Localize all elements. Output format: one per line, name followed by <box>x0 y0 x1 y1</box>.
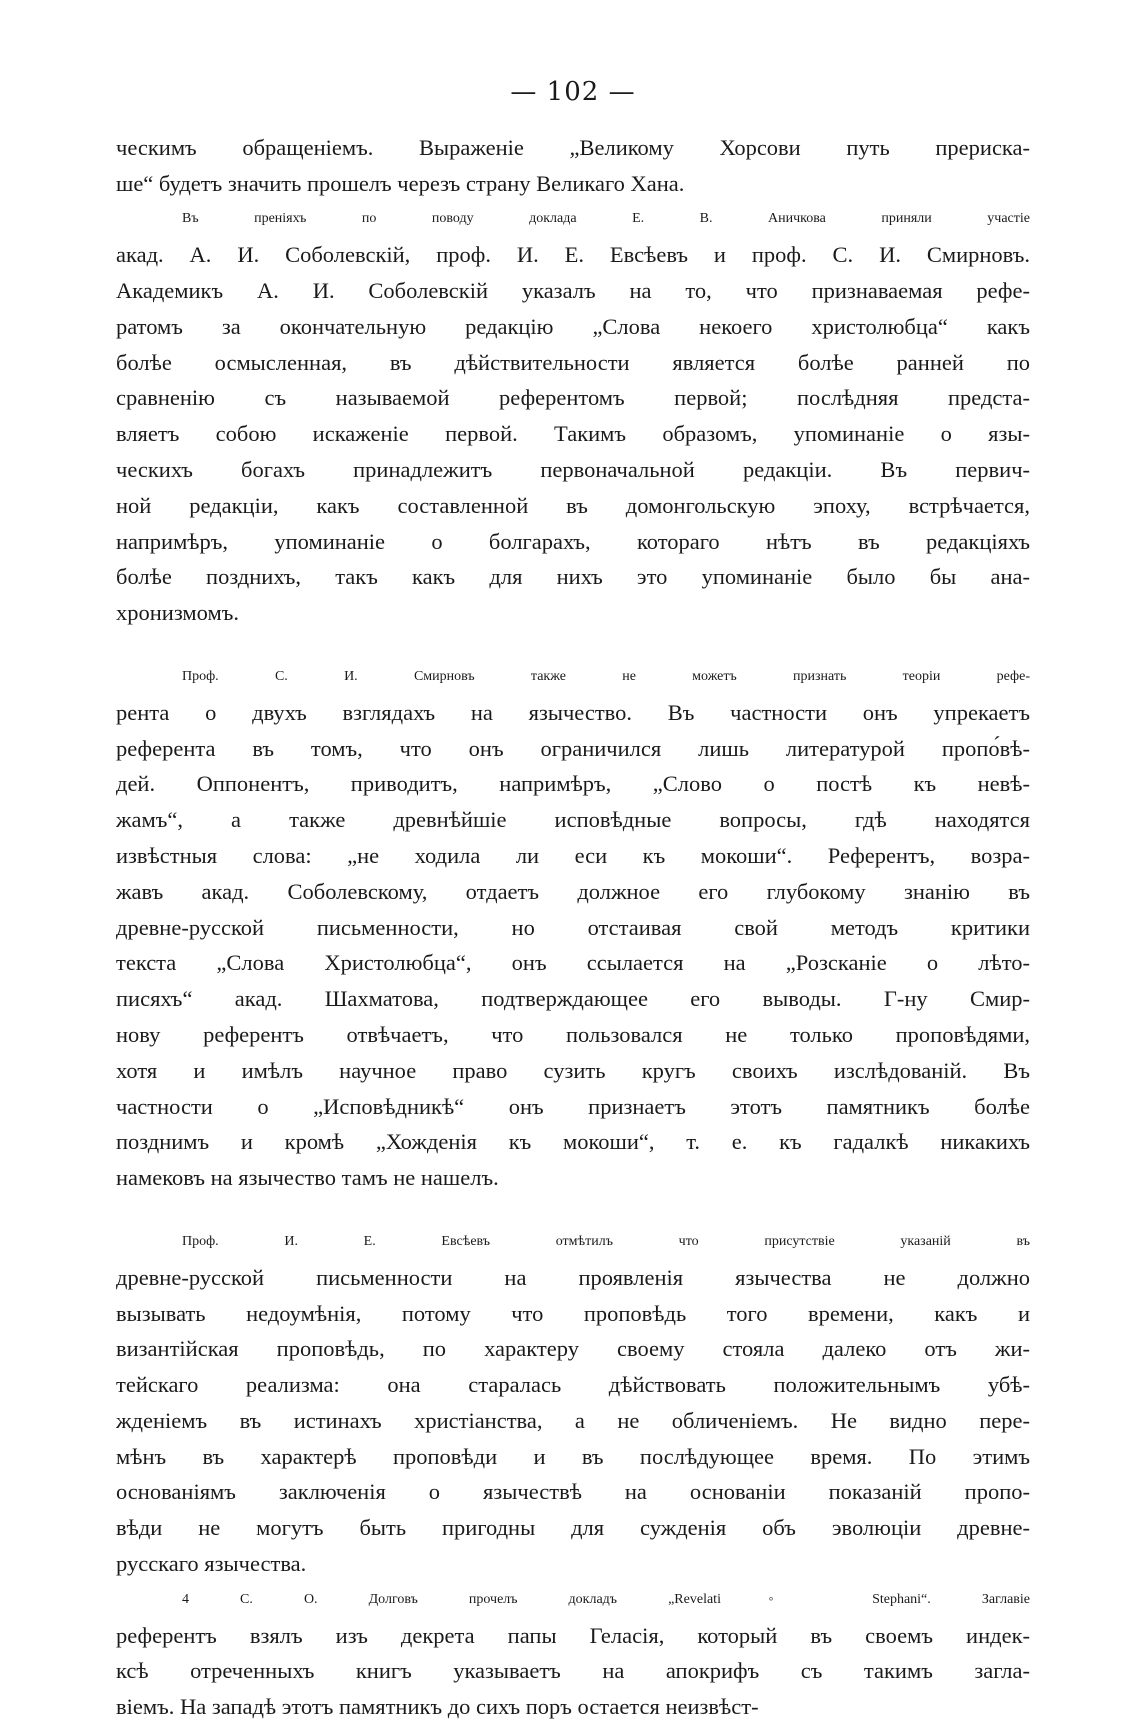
text-line: византійская проповѣдь, по характеру своему стояла далеко отъ жи- <box>116 1336 1030 1362</box>
text-line: вызывать недоумѣнія, потому что проповѣдь того времени, какъ и <box>116 1300 1030 1326</box>
paragraph <box>116 130 1030 202</box>
text-line: извѣстныя слова: „не ходила ли еси къ мокоши“. Референтъ, возра- <box>116 842 1030 868</box>
text-line: ше“ будетъ значить прошелъ черезъ страну Великаго Хана. <box>116 170 685 196</box>
text-line: акад. А. И. Соболевскій, проф. И. Е. Евсѣевъ и проф. С. И. Смирновъ. <box>116 242 1030 268</box>
text-line: древне-русской письменности на проявленія язычества не должно <box>116 1264 1030 1290</box>
text-line: Проф. И. Е. Евсѣевъ отмѣтилъ что присутствіе указаній въ <box>182 1233 1030 1249</box>
text-line: мѣнъ въ характерѣ проповѣди и въ послѣдующее время. По этимъ <box>116 1443 1030 1469</box>
text-line: ной редакціи, какъ составленной въ домонгольскую эпоху, встрѣчается, <box>116 492 1030 518</box>
text-line: позднимъ и кромѣ „Хожденія къ мокоши“, т. е. къ гадалкѣ никакихъ <box>116 1129 1030 1155</box>
text-body <box>116 130 1030 1725</box>
text-line: Проф. С. И. Смирновъ также не можетъ признать теоріи рефе- <box>182 668 1030 684</box>
text-line: жавъ акад. Соболевскому, отдаетъ должное его глубокому знанію въ <box>116 878 1030 904</box>
paragraph-gap <box>116 631 1030 659</box>
paragraph <box>116 1224 1030 1582</box>
text-line: нову референтъ отвѣчаетъ, что пользовался не только проповѣдями, <box>116 1021 1030 1047</box>
paragraph <box>116 1582 1030 1725</box>
text-line: основаніямъ заключенія о язычествѣ на основаніи показаній пропо- <box>116 1479 1030 1505</box>
text-line: ческихъ богахъ принадлежитъ первоначальной редакціи. Въ первич- <box>116 456 1030 482</box>
text-line: русскаго язычества. <box>116 1551 307 1577</box>
text-line: референтъ взялъ изъ декрета папы Геласія, который въ своемъ индек- <box>116 1622 1030 1648</box>
text-line: хотя и имѣлъ научное право сузить кругъ своихъ изслѣдованій. Въ <box>116 1057 1030 1083</box>
text-line: жденіемъ въ истинахъ христіанства, а не обличеніемъ. Не видно пере- <box>116 1407 1030 1433</box>
text-line: Въ преніяхъ по поводу доклада Е. В. Аничкова приняли участіе <box>182 211 1030 227</box>
text-line: ксѣ отреченныхъ книгъ указываетъ на апокрифъ съ такимъ загла- <box>116 1658 1030 1684</box>
text-line: намековъ на язычество тамъ не нашелъ. <box>116 1165 499 1191</box>
text-line: сравненію съ называемой референтомъ первой; послѣдняя предста- <box>116 385 1030 411</box>
text-line: референта въ томъ, что онъ ограничился лишь литературой пропо́вѣ- <box>116 735 1030 761</box>
text-line: напримѣръ, упоминаніе о болгарахъ, котораго нѣтъ въ редакціяхъ <box>116 528 1030 554</box>
paragraph-gap <box>116 1196 1030 1224</box>
paragraph <box>116 659 1030 1196</box>
text-line: текста „Слова Христолюбца“, онъ ссылается на „Розсканіе о лѣто- <box>116 950 1030 976</box>
text-line: дей. Оппонентъ, приводитъ, напримѣръ, „Слово о постѣ къ невѣ- <box>116 771 1030 797</box>
text-line: болѣе осмысленная, въ дѣйствительности является болѣе ранней по <box>116 349 1030 375</box>
text-line: писяхъ“ акад. Шахматова, подтверждающее его выводы. Г-ну Смир- <box>116 986 1030 1012</box>
text-line: ческимъ обращеніемъ. Выраженіе „Великому Хорсови путь прериска- <box>116 134 1030 160</box>
text-line: хронизмомъ. <box>116 600 239 626</box>
text-line: вѣди не могутъ быть пригодны для сужденія объ эволюціи древне- <box>116 1515 1030 1541</box>
text-line: ратомъ за окончательную редакцію „Слова некоего христолюбца“ какъ <box>116 313 1030 339</box>
text-line: древне-русской письменности, но отстаивая свой методъ критики <box>116 914 1030 940</box>
text-line: болѣе позднихъ, такъ какъ для нихъ это упоминаніе было бы ана- <box>116 564 1030 590</box>
text-line: жамъ“, а также древнѣйшіе исповѣдные вопросы, гдѣ находятся <box>116 807 1030 833</box>
text-line: 4 С. О. Долговъ прочелъ докладъ „Revelati◦ Stephani“. Заглавіе <box>182 1591 1030 1607</box>
text-line: вляетъ собою искаженіе первой. Такимъ образомъ, упоминаніе о язы- <box>116 421 1030 447</box>
text-line: Академикъ А. И. Соболевскій указалъ на то, что признаваемая рефе- <box>116 277 1030 303</box>
page-number: — 102 — <box>510 77 636 107</box>
text-line: частности о „Исповѣдникѣ“ онъ признаетъ этотъ памятникъ болѣе <box>116 1093 1030 1119</box>
text-line: тейскаго реализма: она старалась дѣйствовать положительнымъ убѣ- <box>116 1372 1030 1398</box>
text-line: віемъ. На западѣ этотъ памятникъ до сихъ поръ остается неизвѣст- <box>116 1694 759 1720</box>
text-line: рента о двухъ взглядахъ на язычество. Въ частности онъ упрекаетъ <box>116 699 1030 725</box>
paragraph <box>116 201 1030 631</box>
